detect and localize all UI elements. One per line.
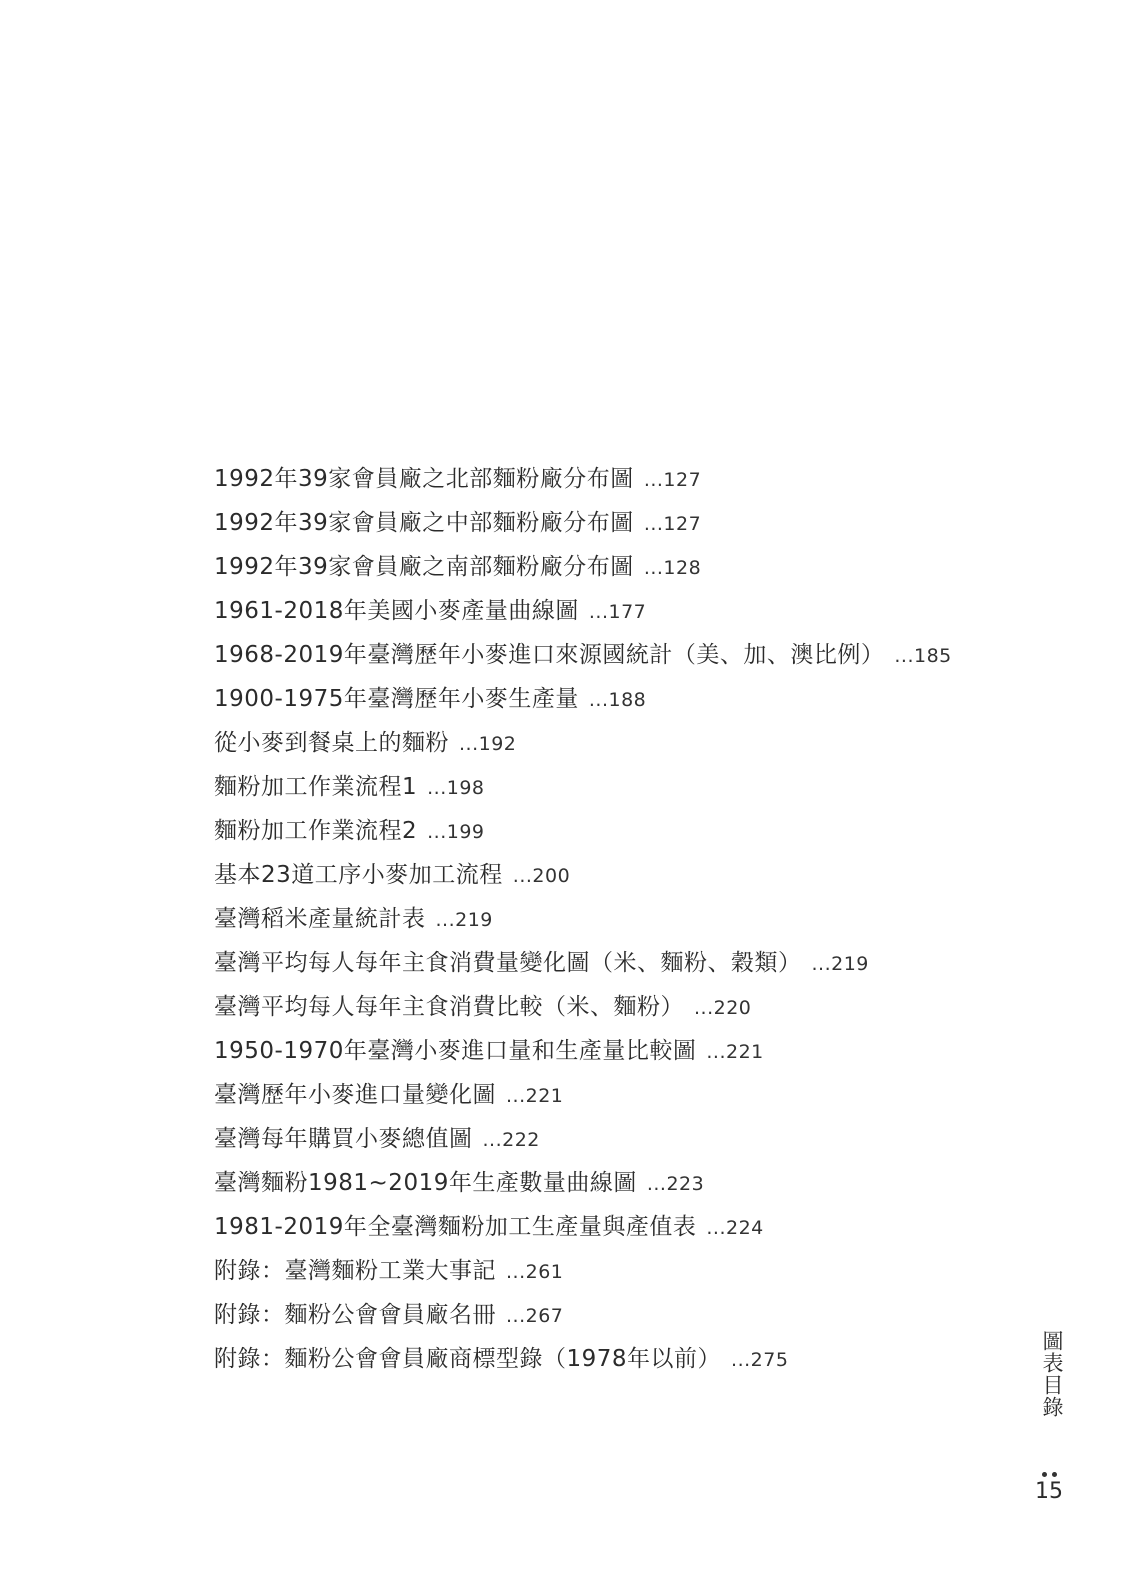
toc-entry xyxy=(214,853,1034,897)
toc-entry xyxy=(214,545,1034,589)
toc-entry xyxy=(214,589,1034,633)
toc-entry xyxy=(214,1117,1034,1161)
toc-entry-title: 附錄：麵粉公會會員廠名冊 xyxy=(214,1302,496,1328)
toc-entry-page: ...200 xyxy=(512,865,571,887)
toc-entry-page: ...128 xyxy=(643,557,702,579)
toc-entry-title: 臺灣稻米產量統計表 xyxy=(214,906,426,932)
toc-entry-title: 臺灣歷年小麥進口量變化圖 xyxy=(214,1082,496,1108)
toc-entry-page: ...177 xyxy=(588,601,647,623)
toc-entry-title: 附錄：臺灣麵粉工業大事記 xyxy=(214,1258,496,1284)
toc-entry xyxy=(214,985,1034,1029)
toc-entry-page: ...127 xyxy=(643,513,702,535)
toc-entry-page: ...219 xyxy=(435,909,493,931)
toc-entry xyxy=(214,1029,1034,1073)
section-title-vertical: 圖表目錄 xyxy=(1040,1330,1064,1418)
toc-entry xyxy=(214,1161,1034,1205)
page-number: 15 xyxy=(1035,1479,1063,1504)
toc-entry xyxy=(214,1293,1034,1337)
toc-entry-title: 1968-2019年臺灣歷年小麥進口來源國統計（美、加、澳比例） xyxy=(214,642,885,668)
toc-entry-page: ...192 xyxy=(459,733,517,755)
toc-entry-page: ...275 xyxy=(731,1349,789,1371)
toc-entry-title: 臺灣平均每人每年主食消費量變化圖（米、麵粉、穀類） xyxy=(214,950,802,976)
toc-entry-title: 基本23道工序小麥加工流程 xyxy=(214,862,503,888)
toc-entry-title: 臺灣麵粉1981~2019年生產數量曲線圖 xyxy=(214,1170,637,1196)
toc-entry xyxy=(214,721,1034,765)
toc-entry-page: ...221 xyxy=(706,1041,764,1063)
dot xyxy=(1052,1472,1057,1477)
toc-entry xyxy=(214,1073,1034,1117)
toc-entry-page: ...221 xyxy=(506,1085,564,1107)
toc-entry-title: 附錄：麵粉公會會員廠商標型錄（1978年以前） xyxy=(214,1346,722,1372)
toc-entry-title: 從小麥到餐桌上的麵粉 xyxy=(214,730,449,756)
toc-entry-page: ...219 xyxy=(811,953,869,975)
toc-entry-page: ...185 xyxy=(894,645,952,667)
toc-entry-title: 1961-2018年美國小麥產量曲線圖 xyxy=(214,598,579,624)
toc-entry-page: ...223 xyxy=(646,1173,705,1195)
toc-entry-title: 1992年39家會員廠之中部麵粉廠分布圖 xyxy=(214,510,634,536)
toc-entry xyxy=(214,677,1034,721)
toc-entry-page: ...222 xyxy=(482,1129,540,1151)
toc-entry-page: ...199 xyxy=(427,821,485,843)
toc-entry-page: ...127 xyxy=(643,469,702,491)
toc-entry-page: ...198 xyxy=(427,777,485,799)
toc-entry-title: 1900-1975年臺灣歷年小麥生產量 xyxy=(214,686,579,712)
toc-entry xyxy=(214,897,1034,941)
toc-entry-title: 麵粉加工作業流程1 xyxy=(214,774,418,800)
toc-entry-page: ...188 xyxy=(588,689,647,711)
toc-entry-title: 1992年39家會員廠之南部麵粉廠分布圖 xyxy=(214,554,634,580)
toc-entry xyxy=(214,941,1034,985)
toc-entry-title: 臺灣平均每人每年主食消費比較（米、麵粉） xyxy=(214,994,684,1020)
toc-entry xyxy=(214,765,1034,809)
toc-entry-page: ...224 xyxy=(706,1217,764,1239)
toc-entry-page: ...261 xyxy=(506,1261,564,1283)
toc-entry-page: ...267 xyxy=(506,1305,564,1327)
toc-entry-title: 麵粉加工作業流程2 xyxy=(214,818,418,844)
toc-entry xyxy=(214,1205,1034,1249)
toc-entry xyxy=(214,457,1034,501)
toc-entry-title: 1950-1970年臺灣小麥進口量和生產量比較圖 xyxy=(214,1038,697,1064)
toc-entry xyxy=(214,1337,1034,1381)
toc-entry xyxy=(214,501,1034,545)
table-of-figures xyxy=(214,457,1034,1381)
toc-entry xyxy=(214,809,1034,853)
toc-entry xyxy=(214,633,1034,677)
toc-entry-title: 1992年39家會員廠之北部麵粉廠分布圖 xyxy=(214,466,634,492)
toc-entry xyxy=(214,1249,1034,1293)
dot xyxy=(1042,1472,1047,1477)
toc-entry-title: 臺灣每年購買小麥總值圖 xyxy=(214,1126,473,1152)
toc-entry-title: 1981-2019年全臺灣麵粉加工生產量與產值表 xyxy=(214,1214,697,1240)
toc-entry-page: ...220 xyxy=(694,997,752,1019)
